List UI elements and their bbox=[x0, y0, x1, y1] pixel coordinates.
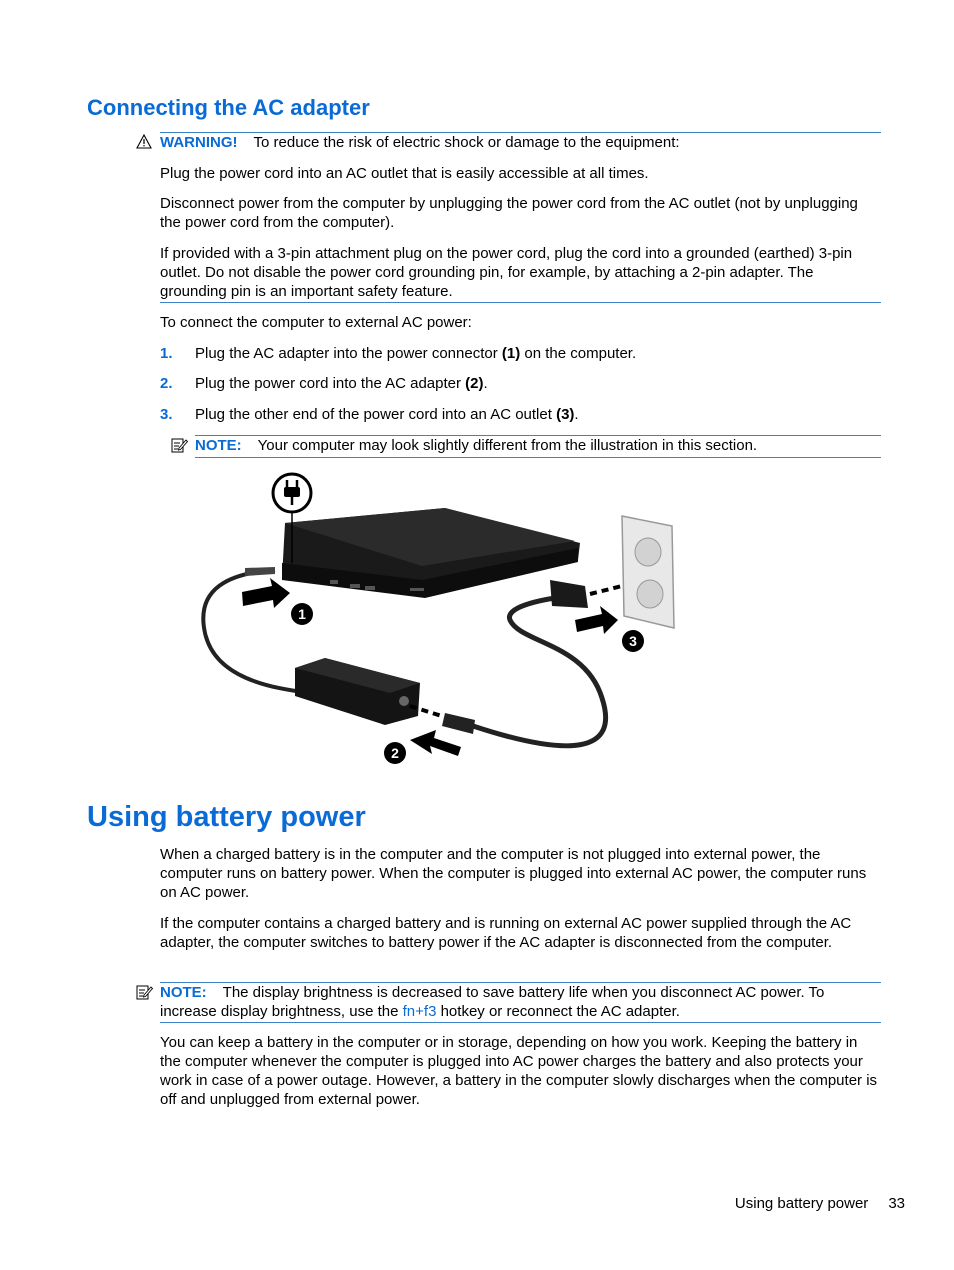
section-heading-connecting: Connecting the AC adapter bbox=[87, 95, 370, 120]
note-text-after: hotkey or reconnect the AC adapter. bbox=[436, 1003, 680, 1020]
step-text bbox=[195, 344, 885, 363]
step-text-before: Plug the AC adapter into the power connector bbox=[195, 345, 502, 362]
note-icon bbox=[136, 984, 153, 1006]
ac-adapter-brick bbox=[295, 658, 420, 725]
step-number: 1. bbox=[160, 345, 173, 362]
warning-paragraph: Plug the power cord into an AC outlet that is easily accessible at all times. bbox=[160, 165, 649, 182]
callout-badge-1 bbox=[291, 603, 313, 625]
step-number: 2. bbox=[160, 375, 173, 392]
warning-paragraph: Disconnect power from the computer by unplugging the power cord from the AC outlet (not by unplugging the power cord from the computer). bbox=[160, 195, 858, 231]
step-text bbox=[195, 374, 885, 393]
battery-paragraph: When a charged battery is in the computer and the computer is not plugged into external power, the computer runs on battery power. When the computer is plugged into external AC power, the computer runs on AC power. bbox=[160, 846, 867, 901]
step-text-before: Plug the other end of the power cord into an AC outlet bbox=[195, 406, 557, 423]
note-bottom-rule bbox=[160, 1022, 881, 1023]
step-text-after: on the computer. bbox=[520, 345, 637, 362]
page-footer bbox=[600, 1194, 905, 1213]
arrow-1-icon bbox=[242, 578, 290, 608]
battery-closing-paragraph: You can keep a battery in the computer or in storage, depending on how you work. Keeping the battery in the computer whenever the computer is plugged into AC power charges the battery and also protects your work in case of a power outage. However, a battery in the computer slowly discharges when the computer is off and unplugged from external power. bbox=[160, 1034, 878, 1108]
battery-paragraph: If the computer contains a charged battery and is running on external AC power supplied through the AC adapter, the computer switches to battery power if the AC adapter is disconnected from the computer. bbox=[160, 915, 852, 951]
step-text-after: . bbox=[483, 375, 488, 392]
fn-f3-link[interactable]: fn+f3 bbox=[402, 1003, 437, 1020]
callout-2-label: 2 bbox=[391, 745, 399, 761]
note-line bbox=[195, 436, 885, 455]
note-label: NOTE: bbox=[160, 984, 207, 1001]
section-heading-battery: Using battery power bbox=[87, 801, 366, 833]
footer-title: Using battery power bbox=[734, 1195, 869, 1212]
note-label: NOTE: bbox=[195, 437, 242, 454]
warning-line bbox=[160, 133, 882, 152]
callout-badge-2 bbox=[384, 742, 406, 764]
step-callout-ref: (1) bbox=[501, 345, 521, 362]
wall-outlet-image bbox=[622, 516, 674, 628]
warning-paragraph: If provided with a 3-pin attachment plug on the power cord, plug the cord into a grounded (earthed) 3-pin outlet. Do not disable the power cord grounding pin, for example, by attaching a 2-pin adapter. The grounding pin is an important safety feature. bbox=[160, 245, 853, 300]
warning-label: WARNING! bbox=[160, 134, 238, 151]
callout-3-label: 3 bbox=[629, 633, 637, 649]
page-number: 33 bbox=[888, 1195, 905, 1212]
callout-1-label: 1 bbox=[298, 606, 306, 622]
ac-adapter-illustration bbox=[190, 468, 690, 773]
laptop-image bbox=[282, 508, 580, 598]
callout-badge-3 bbox=[622, 630, 644, 652]
note-bottom-rule bbox=[195, 457, 881, 458]
step-text bbox=[195, 405, 885, 424]
note-icon bbox=[171, 437, 188, 459]
warning-text: To reduce the risk of electric shock or damage to the equipment: bbox=[253, 134, 680, 151]
note-text-before: The display brightness is decreased to save battery life when you disconnect AC power. To increase display brightness, use the bbox=[160, 984, 825, 1020]
note-text: Your computer may look slightly different from the illustration in this section. bbox=[257, 437, 758, 454]
step-number: 3. bbox=[160, 406, 173, 423]
arrow-3-icon bbox=[575, 606, 618, 634]
step-text-after: . bbox=[574, 406, 579, 423]
warning-icon bbox=[136, 134, 152, 154]
step-text-before: Plug the power cord into the AC adapter bbox=[195, 375, 466, 392]
note-text-block bbox=[160, 983, 882, 1021]
step-callout-ref: (3) bbox=[556, 406, 575, 423]
step-callout-ref: (2) bbox=[465, 375, 484, 392]
steps-intro: To connect the computer to external AC power: bbox=[160, 314, 472, 331]
arrow-2-icon bbox=[410, 730, 461, 756]
warning-bottom-rule bbox=[160, 302, 881, 303]
